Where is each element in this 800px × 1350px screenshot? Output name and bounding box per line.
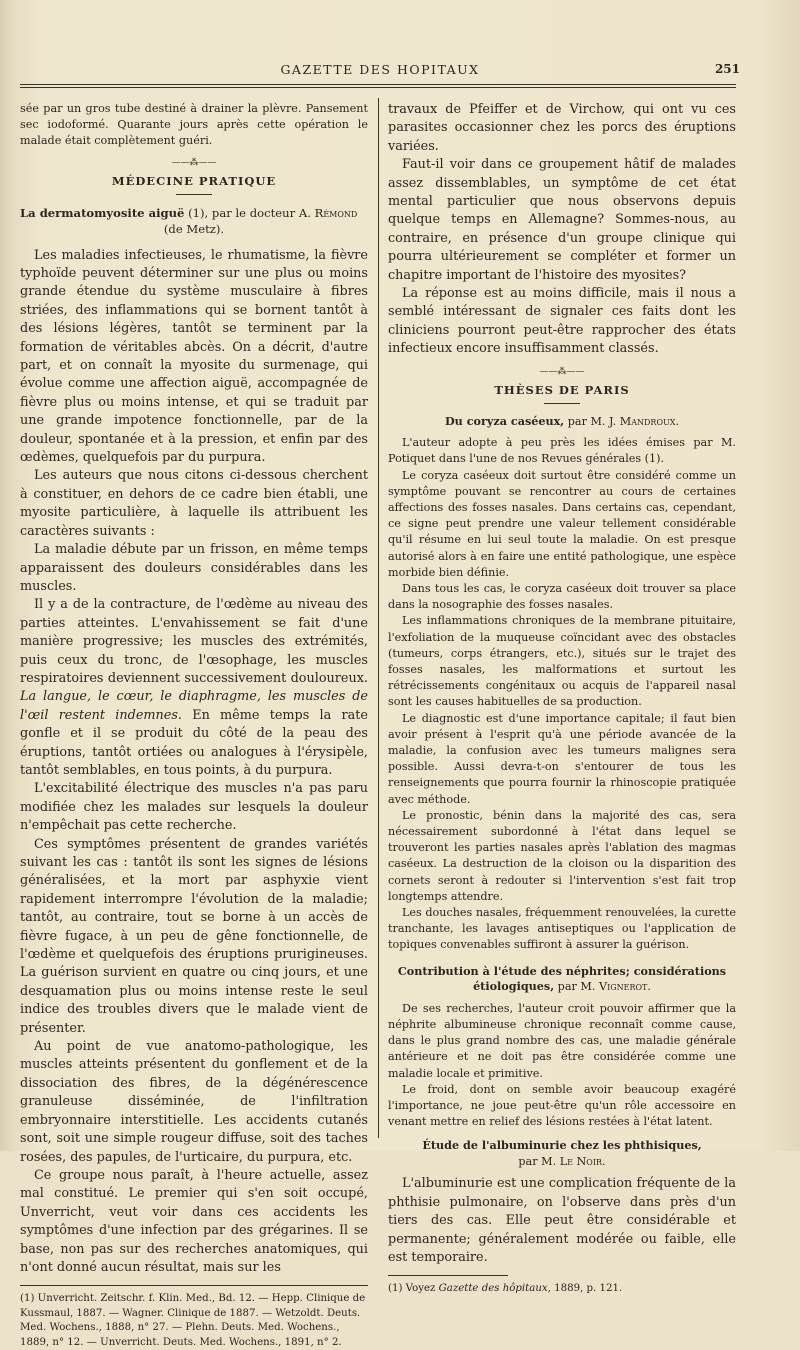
page-number: 251 [714, 62, 740, 76]
footnote-rule [388, 1275, 508, 1276]
nephrite-author: Vignerot. [598, 980, 651, 994]
body-paragraph: L'auteur adopte à peu près les idées émises par M. Potiquet dans l'une de nos Revues générales (1). [388, 436, 736, 466]
body-paragraph: Les inflammations chroniques de la membrane pituitaire, l'exfoliation de la muqueuse coïncidant avec des obstacles (tumeurs, corps étrangers, etc.), situés sur le trajet des fosses nasales, les malformations et surtout les rétrécissements congénitaux ou acquis de l'appareil nasal sont les causes habituelles de sa production. [388, 614, 736, 709]
body-paragraph: Le pronostic, bénin dans la majorité des cas, sera nécessairement subordonné à l'état dans lequel se trouveront les parties nasales après l'ablation des magmas caséeux. La destruction de la cloison ou la disparition des cornets seront à redouter si l'intervention s'est fait trop longtemps attendre. [388, 808, 736, 903]
journal-title: GAZETTE DES HOPITAUX [280, 62, 480, 77]
body-paragraph: Le froid, dont on semble avoir beaucoup exagéré l'importance, ne joue peut-être qu'un rôle accessoire en venant mettre en relief des lésions restées à l'état latent. [388, 1082, 736, 1129]
footnote-text: , 1889, p. 121. [547, 1283, 623, 1295]
body-paragraph: Les douches nasales, fréquemment renouvelées, la curette tranchante, les lavages antiseptiques ou l'application de topiques convenables suffiront à assurer la guérison. [388, 906, 736, 952]
article-heading [20, 205, 368, 221]
albu-author: Le Noir. [559, 1154, 606, 1168]
page-header [20, 62, 740, 80]
footnote [388, 1282, 736, 1297]
albu-by: par M. [518, 1154, 560, 1168]
footnote-journal: Gazette des hôpitaux [438, 1283, 548, 1295]
nephrite-title: Contribution à l'étude des néphrites; considérations étiologiques, [397, 963, 727, 994]
left-column [20, 101, 368, 1350]
body-paragraph: travaux de Pfeiffer et de Virchow, qui ont vu ces parasites occasionner chez les porcs des éruptions variées. [388, 102, 736, 154]
body-paragraph: Les maladies infectieuses, le rhumatisme, la fièvre typhoïde peuvent déterminer sur une plus ou moins grande étendue du système musculaire à fibres striées, des inflammations qui se bornent tantôt à des lésions légères, tantôt se terminent par la formation de véritables abcès. On a décrit, d'autre part, et on connaît la myosite du surmenage, qui évolue comme une affection aiguë, accompagnée de fièvre plus ou moins intense, et qui se traduit par une grande impotence fonctionnelle, par de la douleur, spontanée et à la pression, et enfin par des œdèmes, quelquefois par du purpura. [20, 247, 368, 466]
body-paragraph: Faut-il voir dans ce groupement hâtif de malades assez dissemblables, un symptôme de cet état mental particulier que nous observons depuis quelque temps en Allemagne? Sommes-nous, au contraire, en présence d'un groupe clinique qui pourra ultérieurement se compléter et former un chapitre important de l'histoire des myosites? [388, 157, 736, 283]
body-paragraph: Au point de vue anatomo-pathologique, les muscles atteints présentent du gonflement et de la dissociation des fibres, de la dégénérescence granuleuse disséminée, de l'infiltration embryonnaire interstitielle. Les accidents cutanés sont, soit une simple rougeur diffuse, soit des taches rosées, des papules, de l'urticaire, du purpura, etc. [20, 1039, 368, 1165]
body-paragraph: Ces symptômes présentent de grandes variétés suivant les cas : tantôt ils sont les signes de lésions généralisées, et la mort par asphyxie vient rapidement interrompre l'évolution de la maladie; tantôt, au contraire, tout se borne à un accès de fièvre fugace, à un peu de gêne fonctionnelle, de l'œdème et quelquefois des éruptions prurigineuses. La guérison survient en quatre ou cinq jours, et une desquamation plus ou moins intense reste le seul indice des troubles divers que le malade vient de présenter. [20, 836, 368, 1036]
italic-text: La langue, le cœur, le diaphragme, les muscles de l'œil restent indemnes. [20, 689, 368, 723]
coryza-by: par M. J. [564, 414, 620, 428]
body-paragraph: Le diagnostic est d'une importance capitale; il faut bien avoir présent à l'esprit qu'à une période avancée de la maladie, la confusion avec les tumeurs malignes sera possible. Aussi devra-t-on s'entourer de tous les renseignements que pourra fournir la rhinoscopie pratiquée avec méthode. [388, 711, 736, 806]
body-paragraph-contracture [20, 596, 368, 780]
albuminurie-title: Étude de l'albuminurie chez les phthisiques, [422, 1138, 702, 1153]
body-paragraph: Les auteurs que nous citons ci-dessous cherchent à constituer, en dehors de ce cadre bien établi, une myosite particulière, à laquelle ils attribuent les caractères suivants : [20, 468, 368, 539]
right-column [388, 101, 736, 1297]
ornament-divider: ——⁂—— [539, 366, 585, 377]
body-paragraph: Dans tous les cas, le coryza caséeux doit trouver sa place dans la nosographie des fosses nasales. [388, 582, 736, 612]
coryza-author: Mandroux. [619, 414, 680, 428]
body-paragraph: La réponse est au moins difficile, mais il nous a semblé intéressant de signaler ces faits dont les cliniciens pourront peut-être rapprocher des états infectieux encore insuffisamment classés. [388, 286, 736, 357]
body-paragraph: Le coryza caséeux doit surtout être considéré comme un symptôme pouvant se rencontrer au cours de certaines affections des fosses nasales. Dans certains cas, cependant, ce signe peut prendre une valeur tellement considérable qu'il résume en lui seul toute la maladie. On est presque autorisé alors à en faire une entité pathologique, une espèce morbide bien définie. [388, 468, 736, 579]
article-place: (de Metz). [163, 221, 225, 236]
short-rule [176, 194, 212, 195]
column-divider [378, 98, 379, 1138]
albuminurie-byline [388, 1154, 736, 1170]
text-run: En même temps la rate gonfle et il se produit du côté de la peau des éruptions, tantôt ortiées ou analogues à l'érysipèle, tantôt semblables, en tous points, à du purpura. [20, 707, 368, 778]
footnote: (1) Unverricht. Zeitschr. f. Klin. Med., Bd. 12. — Hepp. Clinique de Kussmaul, 1887. — Wagner. Clinique de 1887. — Wetzoldt. Deuts. Med. Wochens., 1888, n° 27. — Plehn. Deuts. Med. Wochens., 1889, n° 12. — Unverricht. Deuts. Med. Wochens., 1891, n° 2. [20, 1293, 366, 1348]
article-author: Rémond [314, 205, 358, 220]
coryza-heading [388, 414, 736, 430]
body-paragraph: L'excitabilité électrique des muscles n'a pas paru modifiée chez les malades sur lesquels la douleur n'empêchait pas cette recherche. [20, 781, 368, 834]
body-paragraph: De ses recherches, l'auteur croit pouvoir affirmer que la néphrite albumineuse chronique reconnaît comme cause, dans le plus grand nombre des cas, une maladie générale antérieure et ne doit pas être considérée comme une maladie locale et primitive. [388, 1001, 736, 1080]
short-rule [544, 403, 580, 404]
article-ref: (1), par le docteur A. [184, 205, 315, 220]
text-run: Il y a de la contracture, de l'œdème au niveau des parties atteintes. L'envahissement se fait d'une manière progressive; les muscles des extrémités, puis ceux du tronc, de l'œsophage, les muscles respiratoires deviennent successivement douloureux. [20, 597, 368, 686]
nephrite-by: par M. [554, 980, 599, 994]
section-heading-theses: THÈSES DE PARIS [494, 382, 630, 397]
body-paragraph: Ce groupe nous paraît, à l'heure actuelle, assez mal constitué. Le premier qui s'en soit occupé, Unverricht, veut voir dans ces accidents les symptômes d'une infection par des grégarines. Il se base, non pas sur des recherches anatomiques, qui n'ont donné aucun résultat, mais sur les [20, 1167, 368, 1275]
coryza-title: Du coryza caséeux, [444, 413, 565, 428]
header-rule [20, 84, 736, 85]
footnote-rule [20, 1285, 368, 1286]
continued-paragraph: sée par un gros tube destiné à drainer la plèvre. Pansement sec iodoformé. Quarante jours après cette opération le malade était complètement guéri. [20, 102, 368, 148]
nephrite-heading [388, 964, 736, 995]
body-paragraph: La maladie débute par un frisson, en même temps apparaissent des douleurs considérables dans les muscles. [20, 542, 368, 594]
article-title: La dermatomyosite aiguë [20, 205, 185, 220]
ornament-divider: ——⁂—— [171, 157, 217, 168]
section-heading-medecine-pratique: MÉDECINE PRATIQUE [111, 173, 277, 188]
footnote-text: (1) Voyez [388, 1283, 439, 1295]
header-rule-thin [20, 87, 736, 88]
body-paragraph: L'albuminurie est une complication fréquente de la phthisie pulmonaire, on l'observe dans près d'un tiers des cas. Elle peut être considérable et permanente; généralement modérée ou faible, elle est temporaire. [388, 1176, 736, 1265]
